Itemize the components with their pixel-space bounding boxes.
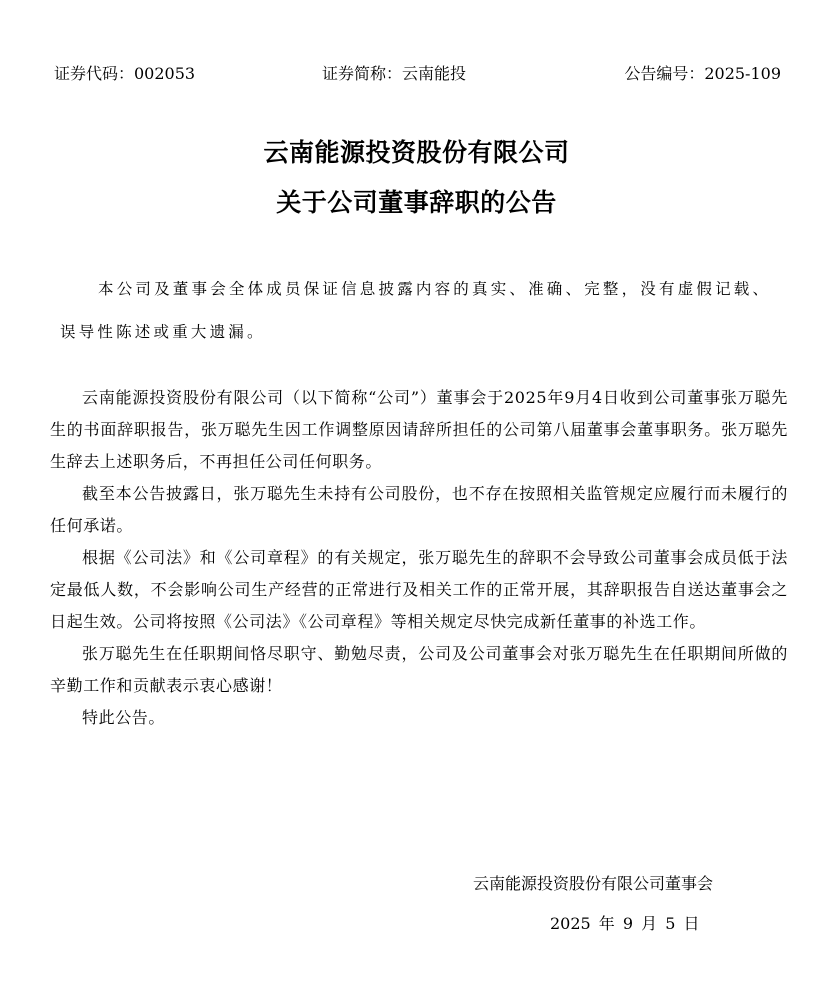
signature-date: 2025 年 9 月 5 日 bbox=[550, 914, 700, 933]
closing-statement: 特此公告。 bbox=[82, 708, 166, 727]
announcement-number: 公告编号：2025-109 bbox=[624, 64, 781, 83]
stock-abbreviation: 证券简称：云南能投 bbox=[322, 64, 467, 83]
stock-code: 证券代码：002053 bbox=[54, 64, 196, 83]
announcement-title: 关于公司董事辞职的公告 bbox=[276, 188, 557, 217]
signature-issuer: 云南能源投资股份有限公司董事会 bbox=[473, 874, 714, 893]
announcement-body bbox=[50, 382, 788, 734]
body-paragraph: 截至本公告披露日，张万聪先生未持有公司股份，也不存在按照相关监管规定应履行而未履行的任何承诺。 bbox=[50, 484, 788, 535]
company-title: 云南能源投资股份有限公司 bbox=[263, 138, 570, 167]
body-paragraph: 云南能源投资股份有限公司（以下简称“公司”）董事会于2025年9月4日收到公司董事张万聪先生的书面辞职报告，张万聪先生因工作调整原因请辞所担任的公司第八届董事会董事职务。张万聪先生辞去上述职务后，不再担任公司任何职务。 bbox=[50, 388, 788, 471]
body-paragraph: 根据《公司法》和《公司章程》的有关规定，张万聪先生的辞职不会导致公司董事会成员低于法定最低人数，不会影响公司生产经营的正常进行及相关工作的正常开展，其辞职报告自送达董事会之日起生效。公司将按照《公司法》《公司章程》等相关规定尽快完成新任董事的补选工作。 bbox=[50, 548, 788, 631]
body-paragraph: 张万聪先生在任职期间恪尽职守、勤勉尽责，公司及公司董事会对张万聪先生在任职期间所做的辛勤工作和贡献表示衷心感谢！ bbox=[50, 644, 788, 695]
document-header bbox=[50, 62, 785, 86]
disclaimer-statement: 本公司及董事会全体成员保证信息披露内容的真实、准确、完整，没有虚假记载、误导性陈述或重大遗漏。 bbox=[60, 280, 772, 341]
